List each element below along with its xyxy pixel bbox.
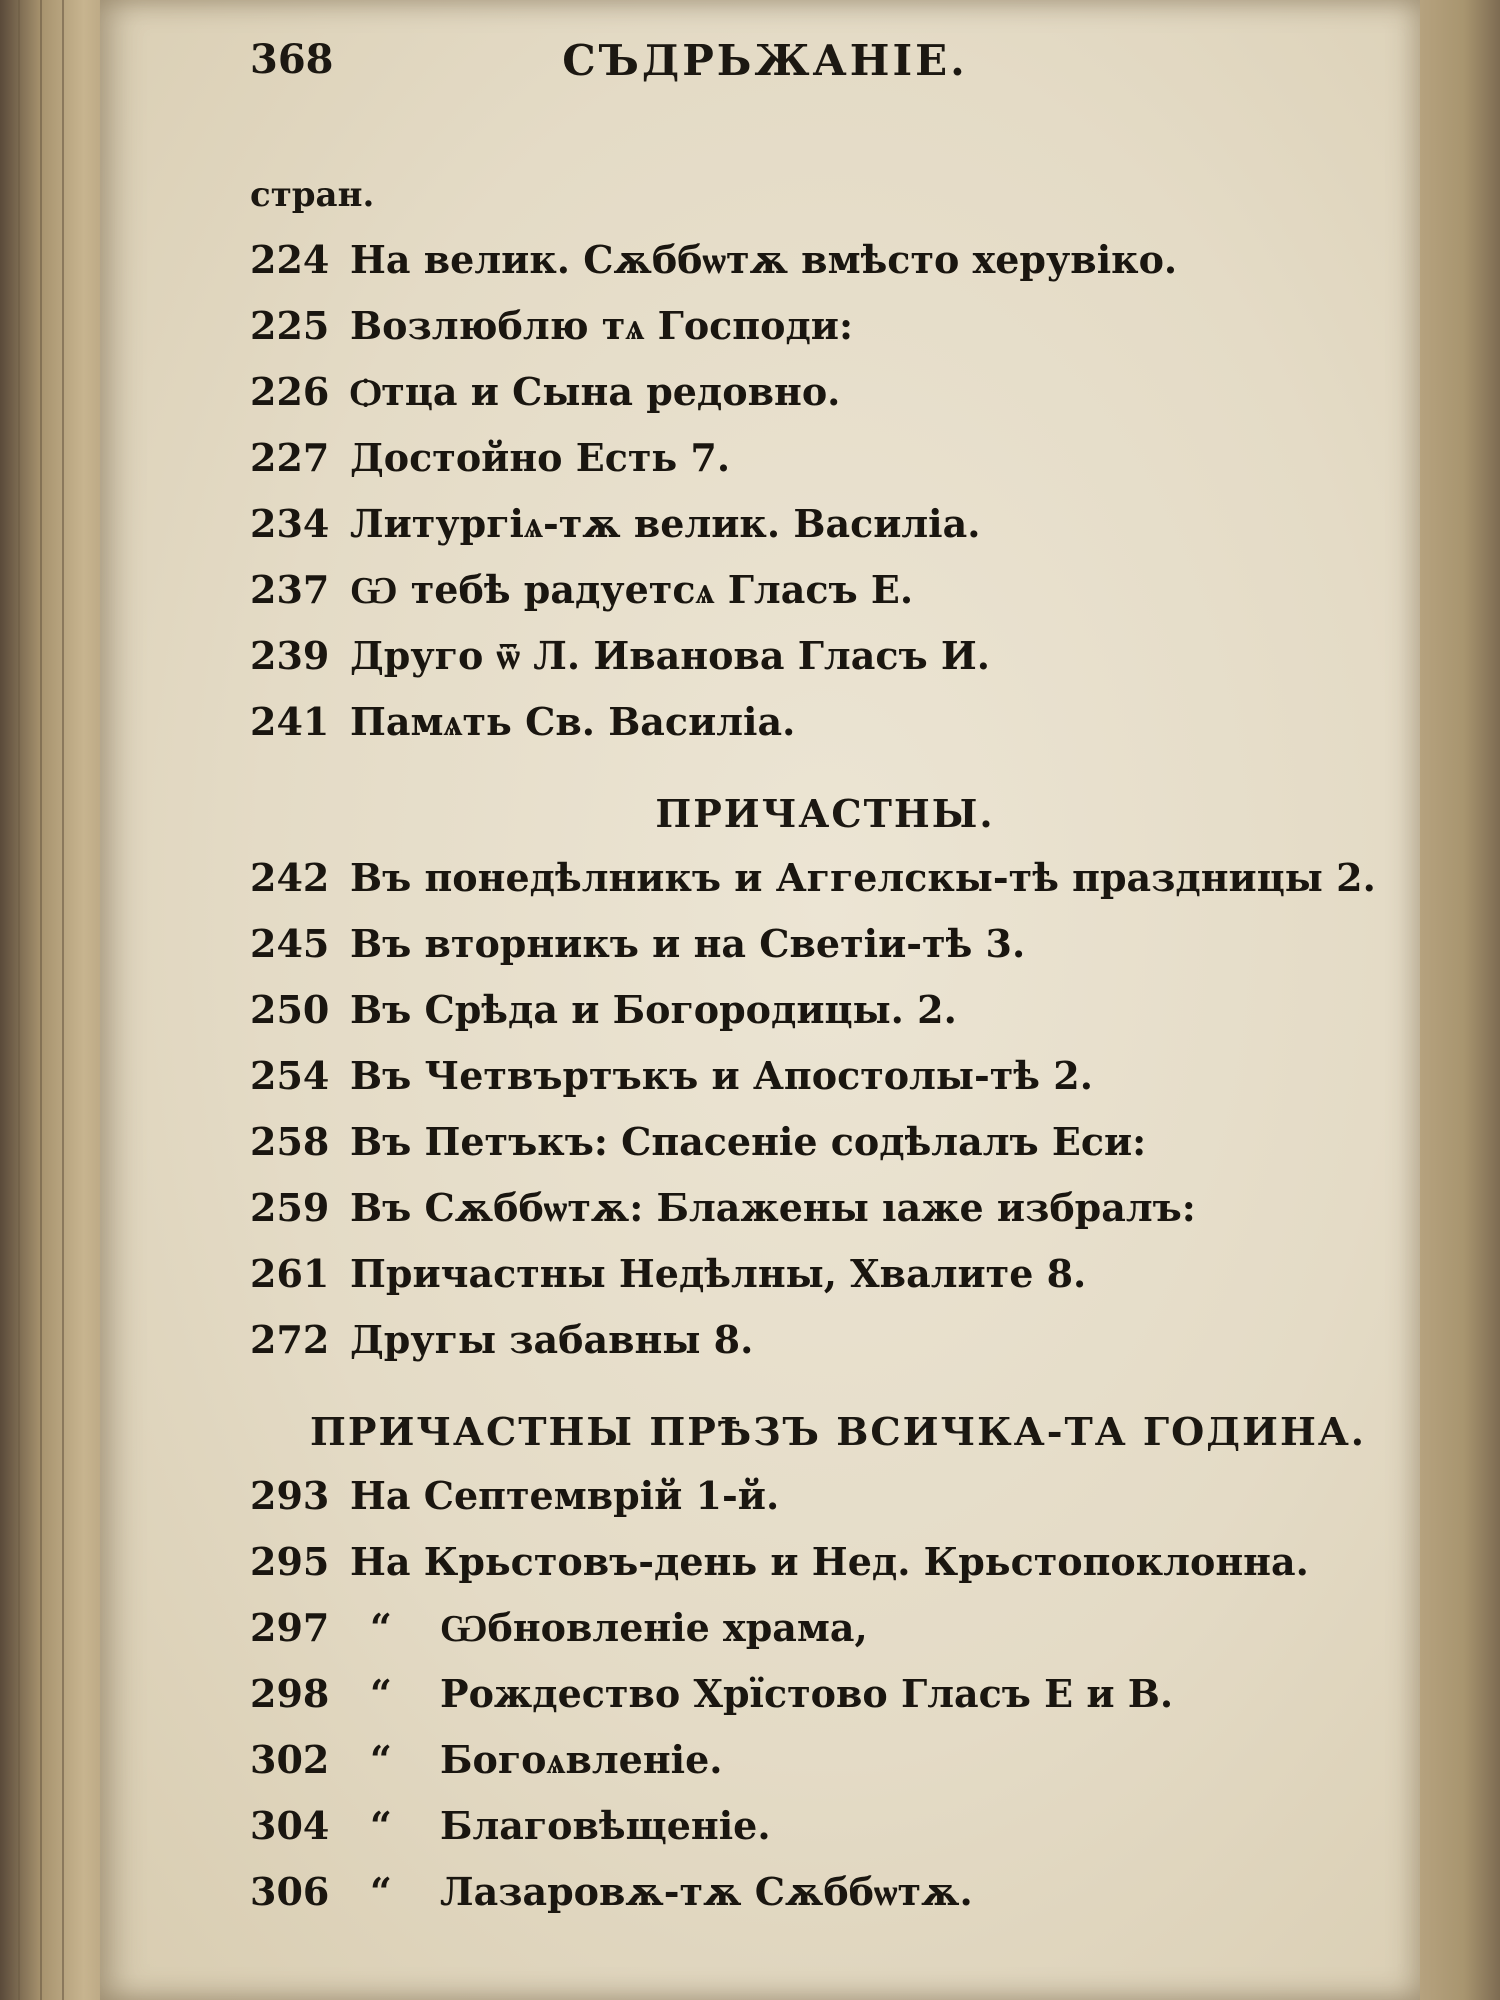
- entry-text: Въ Четвъртъкъ и Апостолы-тѣ 2.: [350, 1053, 1093, 1098]
- entry-page: 225: [250, 303, 330, 348]
- entry-page: 306: [250, 1869, 330, 1914]
- toc-entry: [250, 237, 1400, 303]
- toc-entry: [250, 699, 1400, 765]
- entry-text: Возлюблю тѧ Господи:: [350, 303, 853, 348]
- running-title: СЪДРЬЖАНІЕ.: [562, 36, 968, 85]
- entry-page: 295: [250, 1539, 330, 1584]
- entry-text: Друго ѿ Л. Иванова Гласъ И.: [350, 633, 990, 678]
- toc-entry: [250, 1869, 1400, 1935]
- group-2-list: [250, 855, 1400, 1383]
- entry-page: 245: [250, 921, 330, 966]
- ditto-mark: “: [370, 1869, 392, 1914]
- toc-entry: [250, 1185, 1400, 1251]
- entry-page: 304: [250, 1803, 330, 1848]
- book-page: [100, 0, 1420, 2000]
- toc-entry: [250, 369, 1400, 435]
- page-edge-line: [40, 0, 42, 2000]
- entry-page: 298: [250, 1671, 330, 1716]
- toc-entry: [250, 1605, 1400, 1671]
- entry-page: 293: [250, 1473, 330, 1518]
- page-edge-line: [18, 0, 20, 2000]
- entry-page: 302: [250, 1737, 330, 1782]
- entry-page: 250: [250, 987, 330, 1032]
- toc-entry: [250, 987, 1400, 1053]
- entry-page: 261: [250, 1251, 330, 1296]
- toc-entry: [250, 1119, 1400, 1185]
- toc-entry: [250, 921, 1400, 987]
- toc-entry: [250, 1803, 1400, 1869]
- entry-text: Благовѣщеніе.: [440, 1803, 771, 1848]
- toc-entry: [250, 633, 1400, 699]
- entry-text: Въ Срѣда и Богородицы. 2.: [350, 987, 957, 1032]
- entry-page: 241: [250, 699, 330, 744]
- toc-entry: [250, 1317, 1400, 1383]
- ditto-mark: “: [370, 1671, 392, 1716]
- entry-page: 272: [250, 1317, 330, 1362]
- toc-entry: [250, 1053, 1400, 1119]
- entry-text: Въ Сѫббѡтѫ: Блажены ıаже избралъ:: [350, 1185, 1196, 1230]
- group-3-list: [250, 1473, 1400, 1935]
- entry-text: Другы забавны 8.: [350, 1317, 754, 1362]
- entry-text: На Крьстовъ-день и Нед. Крьстопоклонна.: [350, 1539, 1309, 1584]
- entry-text: Въ вторникъ и на Светіи-тѣ 3.: [350, 921, 1026, 966]
- entry-text: Лазаровѫ-тѫ Сѫббѡтѫ.: [440, 1869, 973, 1914]
- entry-text: Литургіѧ-тѫ велик. Василіа.: [350, 501, 981, 546]
- column-label: стран.: [250, 175, 375, 215]
- toc-entry: [250, 501, 1400, 567]
- entry-page: 227: [250, 435, 330, 480]
- group-1-list: [250, 237, 1400, 765]
- entry-page: 297: [250, 1605, 330, 1650]
- toc-entry: [250, 1539, 1400, 1605]
- entry-text: Причастны Недѣлны, Хвалите 8.: [350, 1251, 1087, 1296]
- page-header: [250, 36, 1280, 96]
- entry-text: Въ Петъкъ: Спасеніе содѣлалъ Еси:: [350, 1119, 1147, 1164]
- entry-text: Достойно Есть 7.: [350, 435, 731, 480]
- page-edge-line: [62, 0, 64, 2000]
- entry-page: 254: [250, 1053, 330, 1098]
- entry-text: Богоѧвленіе.: [440, 1737, 723, 1782]
- toc-entry: [250, 855, 1400, 921]
- toc-entry: [250, 435, 1400, 501]
- toc-entry: [250, 1251, 1400, 1317]
- entry-page: 239: [250, 633, 330, 678]
- toc-entry: [250, 1473, 1400, 1539]
- entry-text: На Септемврій 1-й.: [350, 1473, 780, 1518]
- entry-page: 259: [250, 1185, 330, 1230]
- entry-page: 237: [250, 567, 330, 612]
- entry-text: Въ понедѣлникъ и Аггелскы-тѣ праздницы 2.: [350, 855, 1376, 900]
- right-page-edge: [1410, 0, 1500, 2000]
- entry-text: Рождество Хрїстово Гласъ Е и В.: [440, 1671, 1174, 1716]
- entry-text: Ѻтца и Сына редовно.: [350, 369, 841, 414]
- entry-page: 242: [250, 855, 330, 900]
- table-of-contents: [250, 175, 1400, 1935]
- toc-entry: [250, 567, 1400, 633]
- entry-text: Ѡ тебѣ радуетсѧ Гласъ Е.: [350, 567, 914, 612]
- section-heading-whole-year: ПРИЧАСТНЫ ПРѢЗЪ ВСИЧКА-ТА ГОДИНА.: [310, 1409, 1367, 1454]
- toc-entry: [250, 1671, 1400, 1737]
- entry-page: 234: [250, 501, 330, 546]
- page-number: 368: [250, 36, 334, 83]
- entry-text: Памѧть Св. Василіа.: [350, 699, 796, 744]
- section-heading-prichastny: ПРИЧАСТНЫ.: [655, 791, 995, 836]
- entry-text: На велик. Сѫббѡтѫ вмѣсто херувіко.: [350, 237, 1178, 282]
- entry-page: 258: [250, 1119, 330, 1164]
- toc-entry: [250, 1737, 1400, 1803]
- entry-text: Ѡбновленіе храма,: [440, 1605, 868, 1650]
- ditto-mark: “: [370, 1605, 392, 1650]
- ditto-mark: “: [370, 1737, 392, 1782]
- toc-entry: [250, 303, 1400, 369]
- entry-page: 226: [250, 369, 330, 414]
- ditto-mark: “: [370, 1803, 392, 1848]
- entry-page: 224: [250, 237, 330, 282]
